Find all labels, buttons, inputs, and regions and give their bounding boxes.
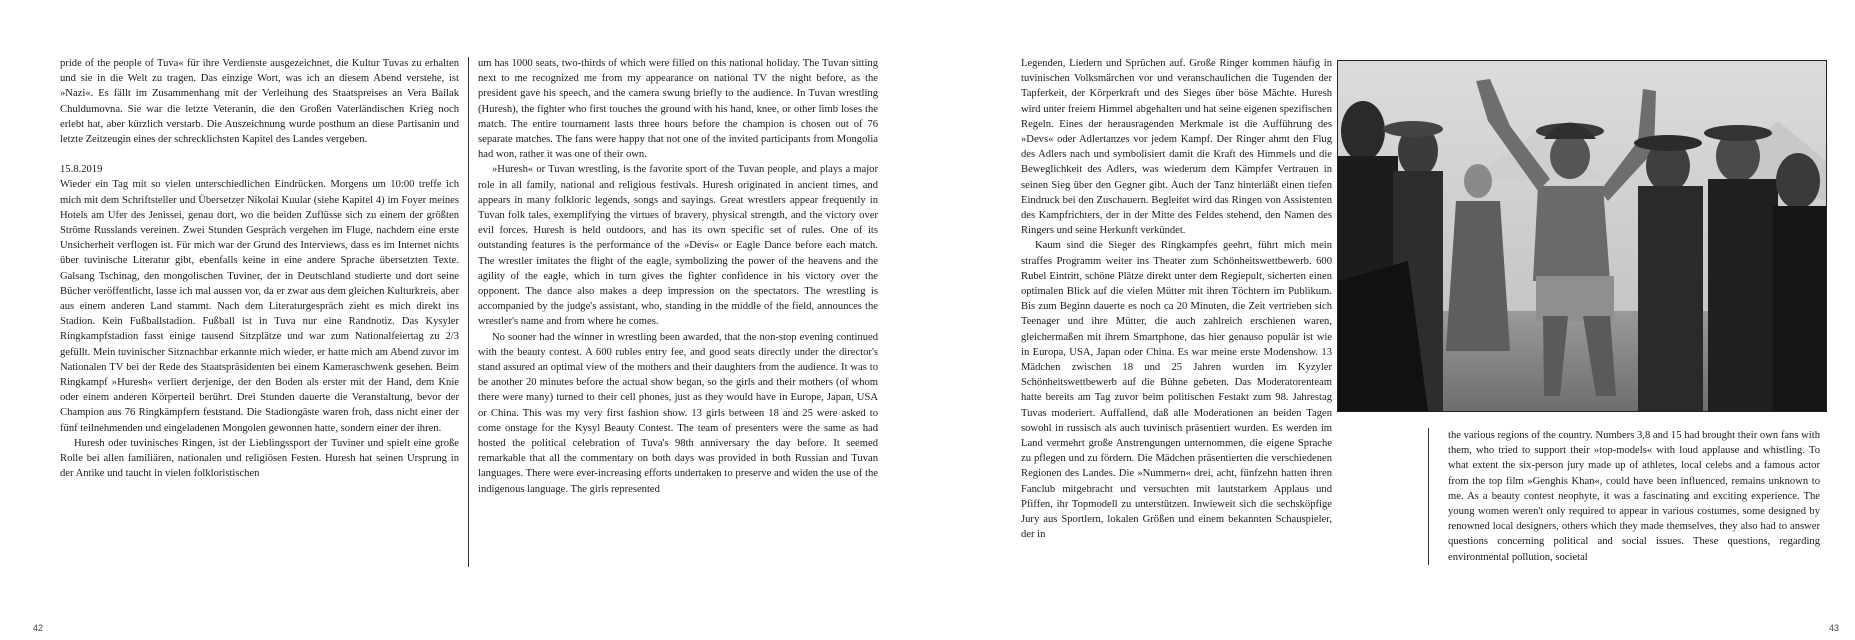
- page-number-right: 43: [1829, 623, 1840, 633]
- photo-image: [1338, 61, 1826, 411]
- column-divider: [468, 57, 469, 567]
- paragraph: Wieder ein Tag mit so vielen unterschiedlichen Eindrücken. Morgens um 10:00 treffe ich mich mit dem Schriftsteller und Übersetzer Nikolai Kuular (siehe Kapitel 4) im Foyer meines Hotels am Ufer des Jenissei, genau dort, wo die beiden Zuflüsse sich zu einem der größten Ströme Russlands vereinen. Zwei Stunden Gespräch vergehen im Fluge, nachdem eine erste Unsicherheit verflogen ist. Für mich war der Grund des Interviews, dass es im Internet nichts über tuvinische Literatur gibt, ebenfalls keine in eine andere Sprache übersetzten Texte. Galsang Tschinag, den mongolischen Tuviner, der in Deutschland studierte und dort seine Bücher veröffentlicht, lasse ich mal aussen vor, da er zwar aus dem gleichen Kulturkreis, aber aus einem anderen Land stammt. Nach dem Literaturgespräch zieht es mich direkt ins Stadion. Kein Fußballstadion. Fußball ist in Tuva nur eine Randnotiz. Das Kysyler Ringkampfstadion fasst einige tausend Sitzplätze und war zum Nationalfeiertag zu 2/3 gefüllt. Mein tuvinischer Sitznachbar erkannte mich wieder, er hatte mich am Abend zuvor im Nationalen TV bei der Rede des Staatspräsidenten bei einem Kameraschwenk gesehen. Beim Ringkampf »Huresh« verliert derjenige, der den Boden als erster mit der Hand, dem Knie oder einem anderen Körperteil berührt. Drei Stunden dauerte die Veranstaltung, bevor der Champion aus 76 Ringkämpfern feststand. Die Stadiongäste waren froh, dass nicht einer der fünf teilnehmenden und eingeladenen Mongolen gewonnen hatte, sondern einer der ihren.: [60, 179, 459, 434]
- wrestler-photo: [1337, 60, 1827, 412]
- paragraph: um has 1000 seats, two-thirds of which were filled on this national holiday. The Tuvan sitting next to me recognized me from my appearance on national TV the night before, as the president gave his speech, and the camera swung briefly to the audience. In Tuvan wrestling (Huresh), the fighter who first touches the ground with his hand, knee, or other limb loses the match. The entire tournament lasts three hours before the champion is chosen out of 76 separate matches. The fans were happy that not one of the invited participants from Mongolia had won, rather it was one of their own.: [478, 58, 878, 161]
- page-number-left: 42: [33, 623, 44, 633]
- german-text-column-left: [60, 56, 459, 481]
- paragraph: No sooner had the winner in wrestling been awarded, that the non-stop evening continued with the beauty contest. A 600 rubles entry fee, and good seats directly under the director's stand assured an optimal view of the mothers and their daughters from the audience. It was to be another 20 minutes before the actual show began, so the girls and their mothers (of whom there were many) turned to their cell phones, just as they would have in Europe, Japan, USA or China. This was my very first fashion show. 13 girls between 18 and 25 were asked to come onstage for the Kysyl Beauty Contest. The team of presenters were the same as had hosted the political celebration of Tuva's 98th anniversary the day before. It seemed remarkable that all the commentary on both days was provided in both Russian and Tuvan languages. There were ever-increasing efforts undertaken to preserve and widen the use of the indigenous language. The girls represented: [478, 331, 878, 495]
- column-divider: [1428, 428, 1429, 565]
- diary-date: 15.8.2019: [60, 164, 103, 176]
- paragraph: »Huresh« or Tuvan wrestling, is the favorite sport of the Tuvan people, and plays a major role in all family, national and religious festivals. Huresh originated in ancient times, and appears in many folkloric legends, songs and sayings. Great wrestlers appear frequently in Tuvan folk tales, exemplifying the virtues of bravery, physical strength, and the victory over evil forces. Huresh is held outdoors, and has its own specific set of rules. One of its outstanding features is the performance of the »Devis« or Eagle Dance before each match. The wrestler imitates the flight of the eagle, symbolizing the power of the heavens and the agility of the eagle, which in turn gives the fighter confidence in his victory over the opponent. The dance also makes a deep impression on the spectators. The wrestling is accompanied by the judge's assistant, who, standing in the middle of the field, announces the wrestler's name and from where he comes.: [478, 164, 878, 328]
- german-text-column-right: [1021, 56, 1332, 543]
- english-text-column-right: [1448, 428, 1820, 565]
- paragraph: the various regions of the country. Numbers 3,8 and 15 had brought their own fans with them, who tried to support their »top-models« with loud applause and whistling. To what extent the six-person jury made up of athletes, local celebs and a famous actor from the top film »Genghis Khan«, could have been influenced, remains unknown to me. As a beauty contest neophyte, it was a fascinating and exciting experience. The young women weren't only required to appear in various costumes, some designed by renowned local designers, others which they made themselves, they also had to answer questions concerning political and social issues. These questions, regarding environmental pollution, societal: [1448, 430, 1820, 563]
- paragraph: Legenden, Liedern und Sprüchen auf. Große Ringer kommen häufig in tuvinischen Volksmärchen vor und veranschaulichen die Tugenden der Tapferkeit, der Körperkraft und des Sieges über böse Mächte. Huresh wird unter freiem Himmel abgehalten und hat seine eigenen spezifischen Regeln. Eines der herausragenden Merkmale ist die Aufführung des »Devs« oder Adlertanzes vor jedem Kampf. Der Ringer ahmt den Flug des Adlers nach und symbolisiert damit die Kraft des Himmels und die Beweglichkeit des Adlers, was wiederum dem Kämpfer Vertrauen in seinen Sieg über den Gegner gibt. Auch der Tanz hinterläßt einen tiefen Eindruck bei den Zuschauern. Begleitet wird das Ringen von Assistenten des Kampfrichters, der in der Mitte des Feldes stehend, den Namen des Ringers und seine Herkunft verkündet.: [1021, 58, 1332, 237]
- paragraph: pride of the people of Tuva« für ihre Verdienste ausgezeichnet, die Kultur Tuvas zu erhalten und sie in die Welt zu tragen. Das einzige Wort, was ich an diesem Abend verstehe, ist »Nazi«. Es fällt im Zusammenhang mit der Verleihung des Staatspreises an Vera Bailak Chuldumovna. Sie war die letzte Veteranin, die den Großen Vaterländischen Krieg noch erlebt hat, aber kürzlich verstarb. Die Auszeichnung wurde posthum an diese Partisanin und letzte Zeitzeugin eines der schrecklichsten Kapitel des Landes vergeben.: [60, 58, 459, 146]
- paragraph: Kaum sind die Sieger des Ringkampfes geehrt, führt mich mein straffes Programm weiter ins Theater zum Schönheitswettbewerb. 600 Rubel Eintritt, schöne Plätze direkt unter dem Regiepult, sicherten einen optimalen Blick auf die vielen Mütter mit ihren Töchtern im Publikum. Bis zum Beginn dauerte es noch ca 20 Minuten, die Zeit vertrieben sich Teenager und ihre Mütter, die auch zahlreich erschienen waren, gleichermaßen mit ihrem Smartphone, das hier genauso populär ist wie in Europa, USA, Japan oder China. Es war meine erste Modenshow. 13 Mädchen zwischen 18 und 25 Jahren wurden im Kyzyler Schönheitswettbewerb auf die Bühne gebeten. Das Moderatorenteam hatte bereits am Tag zuvor beim politischen Festakt zum 98. Jahrestag Tuvas moderiert. Auffallend, daß alle Moderationen an beiden Tagen sowohl in russisch als auch tuvinisch präsentiert wurden. Es werden im Land vermehrt große Anstrengungen unternommen, die eigene Sprache zu pflegen und zu fördern. Die Mädchen präsentierten die verschiedenen Regionen des Landes. Die »Nummern« drei, acht, fünfzehn hatten ihren Fanclub mitgebracht und versuchten mit lautstarkem Applaus und Pfiffen, ihr Topmodell zu unterstützen. Inwieweit sich die sechsköpfige Jury aus Sportlern, lokalen Größen und einem bekannten Schauspieler, der in: [1021, 240, 1332, 541]
- paragraph: Huresh oder tuvinisches Ringen, ist der Lieblingssport der Tuviner und spielt eine große Rolle bei allen familiären, nationalen und religiösen Festen. Huresh hat seinen Ursprung in der Antike und taucht in vielen folkloristischen: [60, 437, 459, 480]
- english-text-column-left: [478, 56, 878, 497]
